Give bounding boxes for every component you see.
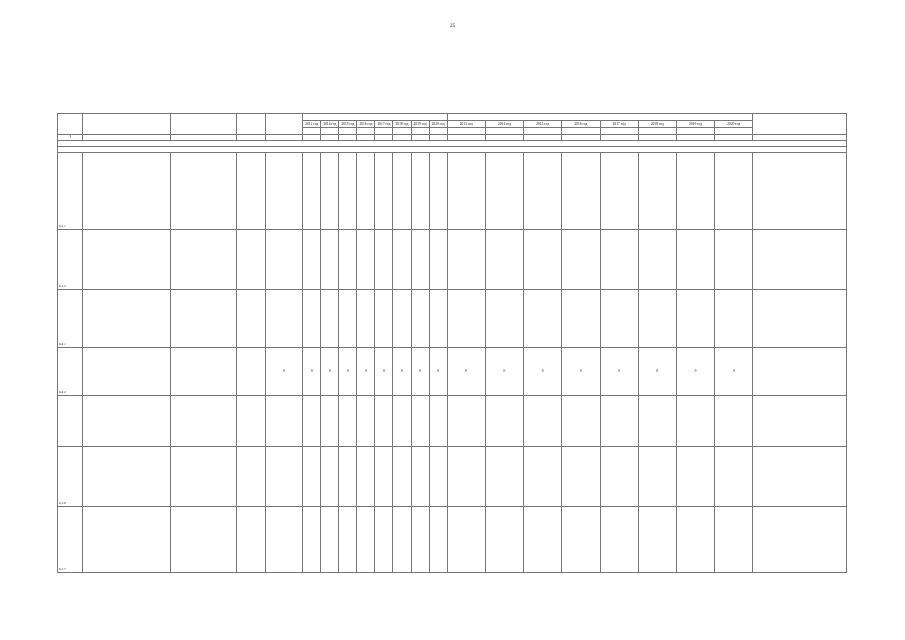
finance-cell [524, 290, 562, 348]
finance-cell [715, 507, 753, 573]
target-indicators-cell [753, 290, 847, 348]
volume-year-header: 2020 год [429, 121, 447, 128]
volume-cell [375, 290, 393, 348]
volume-year-header: 2014 год [321, 121, 339, 128]
volume-cell [357, 507, 375, 573]
volume-cell [357, 447, 375, 507]
finance-sub-header [524, 128, 562, 135]
finance-year-header: 2020 год [715, 121, 753, 128]
row-index: 6.1.2 [59, 284, 66, 289]
volume-cell [375, 447, 393, 507]
volume-cell [303, 230, 321, 290]
finance-cell [676, 447, 714, 507]
table-row [58, 290, 847, 348]
volume-cell [339, 507, 357, 573]
finance-cell [447, 230, 485, 290]
finance-year-header: 2015 год [524, 121, 562, 128]
unit-cell [237, 230, 266, 290]
volume-cell: 0 [303, 348, 321, 396]
volume-sub-header [375, 128, 393, 135]
finance-cell [600, 447, 638, 507]
header-unit [237, 114, 266, 135]
volume-cell [429, 447, 447, 507]
finance-sub-header [676, 128, 714, 135]
volume-cell [411, 507, 429, 573]
volume-cell [303, 290, 321, 348]
finance-cell [447, 396, 485, 447]
finance-cell [524, 396, 562, 447]
finance-cell [676, 396, 714, 447]
target-indicators-cell [753, 396, 847, 447]
volume-cell [375, 507, 393, 573]
volume-cell [411, 290, 429, 348]
base-value-cell [266, 396, 303, 447]
finance-cell [447, 447, 485, 507]
volume-cell: 0 [411, 348, 429, 396]
volume-year-header: 2018 год [393, 121, 411, 128]
finance-cell [447, 290, 485, 348]
finance-cell: 0 [562, 348, 600, 396]
table-row [58, 507, 847, 573]
service-name [170, 348, 237, 396]
finance-cell: 0 [600, 348, 638, 396]
finance-sub-header [485, 128, 523, 135]
row-index: 6.1.6 [59, 501, 66, 506]
item-name [83, 230, 170, 290]
row-number-cell [58, 230, 83, 290]
finance-cell [638, 396, 676, 447]
row-index: 6.2.2 [59, 390, 66, 395]
finance-cell [715, 447, 753, 507]
volume-cell: 0 [393, 348, 411, 396]
finance-cell [638, 507, 676, 573]
volume-cell [321, 153, 339, 230]
service-name [170, 290, 237, 348]
item-name [83, 447, 170, 507]
row-number-cell [58, 447, 83, 507]
unit-cell [237, 153, 266, 230]
finance-cell: 0 [676, 348, 714, 396]
finance-cell: 0 [524, 348, 562, 396]
finance-year-header: 2017 год [600, 121, 638, 128]
finance-cell [715, 153, 753, 230]
service-name [170, 396, 237, 447]
volume-cell [357, 396, 375, 447]
volume-cell [357, 153, 375, 230]
volume-cell [339, 153, 357, 230]
finance-cell: 0 [638, 348, 676, 396]
row-number-cell [58, 396, 83, 447]
target-indicators-cell [753, 507, 847, 573]
volume-cell [321, 396, 339, 447]
volume-cell [429, 153, 447, 230]
target-indicators-cell [753, 230, 847, 290]
volume-cell [339, 396, 357, 447]
unit-cell [237, 290, 266, 348]
item-name [83, 290, 170, 348]
finance-cell [676, 290, 714, 348]
volume-cell [429, 290, 447, 348]
row-number-cell [58, 153, 83, 230]
finance-sub-header [715, 128, 753, 135]
volume-cell [411, 396, 429, 447]
finance-cell [562, 290, 600, 348]
volume-cell [321, 230, 339, 290]
volume-cell [393, 230, 411, 290]
finance-cell [600, 153, 638, 230]
volume-cell [393, 447, 411, 507]
volume-cell [375, 153, 393, 230]
finance-cell [715, 230, 753, 290]
finance-cell [676, 507, 714, 573]
finance-cell [485, 230, 523, 290]
item-name [83, 507, 170, 573]
header-volume-group [303, 114, 447, 121]
column-index-cell: 1 [58, 135, 83, 141]
row-index: 6.1.7 [59, 567, 66, 572]
service-name [170, 447, 237, 507]
table-row [58, 230, 847, 290]
finance-sub-header [638, 128, 676, 135]
header-finance-group [447, 114, 753, 121]
volume-year-header: 2012 год [303, 121, 321, 128]
finance-sub-header [600, 128, 638, 135]
target-indicators-cell [753, 447, 847, 507]
unit-cell [237, 447, 266, 507]
service-name [170, 507, 237, 573]
table-header [58, 114, 847, 135]
target-indicators-cell [753, 153, 847, 230]
volume-cell: 0 [357, 348, 375, 396]
volume-cell [339, 290, 357, 348]
finance-year-header: 2014 год [485, 121, 523, 128]
finance-cell [562, 153, 600, 230]
volume-cell [429, 396, 447, 447]
finance-cell: 0 [447, 348, 485, 396]
header-name [83, 114, 170, 135]
volume-cell [303, 447, 321, 507]
finance-cell [600, 230, 638, 290]
finance-cell [485, 396, 523, 447]
volume-cell [393, 396, 411, 447]
volume-sub-header [411, 128, 429, 135]
base-value-cell [266, 153, 303, 230]
volume-sub-header [357, 128, 375, 135]
finance-cell [600, 396, 638, 447]
volume-cell [303, 396, 321, 447]
item-name [83, 396, 170, 447]
volume-cell [429, 507, 447, 573]
finance-year-header: 2013 год [447, 121, 485, 128]
finance-sub-header [562, 128, 600, 135]
volume-cell [411, 447, 429, 507]
unit-cell [237, 396, 266, 447]
finance-cell [447, 507, 485, 573]
finance-cell [524, 507, 562, 573]
volume-year-header: 2016 год [357, 121, 375, 128]
volume-cell [411, 153, 429, 230]
volume-sub-header [393, 128, 411, 135]
volume-sub-header [339, 128, 357, 135]
volume-cell [375, 230, 393, 290]
base-value-cell: 0 [266, 348, 303, 396]
services-table [57, 113, 847, 573]
finance-cell [485, 447, 523, 507]
item-name [83, 348, 170, 396]
base-value-cell [266, 290, 303, 348]
volume-cell [357, 230, 375, 290]
volume-year-header: 2015 год [339, 121, 357, 128]
finance-cell [600, 290, 638, 348]
volume-cell [303, 507, 321, 573]
base-value-cell [266, 507, 303, 573]
finance-cell: 0 [485, 348, 523, 396]
volume-cell [339, 230, 357, 290]
header-num [58, 114, 83, 135]
finance-cell [524, 447, 562, 507]
finance-cell [485, 507, 523, 573]
volume-year-header: 2019 год [411, 121, 429, 128]
finance-cell [638, 447, 676, 507]
unit-cell [237, 348, 266, 396]
base-value-cell [266, 230, 303, 290]
volume-cell [429, 230, 447, 290]
row-number-cell [58, 507, 83, 573]
item-name [83, 153, 170, 230]
finance-cell [676, 230, 714, 290]
finance-cell [600, 507, 638, 573]
finance-cell [562, 396, 600, 447]
table-body [58, 135, 847, 573]
volume-cell [411, 230, 429, 290]
finance-cell [524, 230, 562, 290]
volume-cell: 0 [339, 348, 357, 396]
volume-cell [303, 153, 321, 230]
finance-cell: 0 [715, 348, 753, 396]
volume-cell: 0 [375, 348, 393, 396]
finance-sub-header [447, 128, 485, 135]
finance-year-header: 2016 год [562, 121, 600, 128]
header-base [266, 114, 303, 135]
finance-cell [485, 153, 523, 230]
finance-cell [715, 396, 753, 447]
finance-year-header: 2019 год [676, 121, 714, 128]
row-number-cell [58, 290, 83, 348]
service-name [170, 153, 237, 230]
service-name [170, 230, 237, 290]
row-index: 6.2.1 [59, 342, 66, 347]
volume-sub-header [303, 128, 321, 135]
finance-cell [562, 447, 600, 507]
finance-cell [638, 153, 676, 230]
volume-sub-header [321, 128, 339, 135]
header-service [170, 114, 237, 135]
volume-cell [393, 153, 411, 230]
volume-cell: 0 [429, 348, 447, 396]
finance-cell [562, 230, 600, 290]
row-number-cell [58, 348, 83, 396]
finance-cell [447, 153, 485, 230]
row-index: 6.1.1 [59, 224, 66, 229]
volume-cell [321, 290, 339, 348]
finance-cell [638, 230, 676, 290]
table-row [58, 447, 847, 507]
finance-year-header: 2018 год [638, 121, 676, 128]
volume-cell [375, 396, 393, 447]
finance-cell [676, 153, 714, 230]
table-row [58, 348, 847, 396]
finance-cell [524, 153, 562, 230]
volume-cell [393, 290, 411, 348]
volume-cell: 0 [321, 348, 339, 396]
base-value-cell [266, 447, 303, 507]
volume-cell [339, 447, 357, 507]
finance-cell [562, 507, 600, 573]
table-row [58, 153, 847, 230]
header-targets [753, 114, 847, 135]
volume-year-header: 2017 год [375, 121, 393, 128]
page-number: 25 [450, 24, 455, 29]
volume-cell [393, 507, 411, 573]
services-table-frame [57, 113, 847, 631]
table-row [58, 396, 847, 447]
volume-cell [321, 507, 339, 573]
unit-cell [237, 507, 266, 573]
target-indicators-cell [753, 348, 847, 396]
header-row-1 [58, 114, 847, 121]
finance-cell [485, 290, 523, 348]
volume-cell [321, 447, 339, 507]
finance-cell [715, 290, 753, 348]
volume-cell [357, 290, 375, 348]
volume-sub-header [429, 128, 447, 135]
finance-cell [638, 290, 676, 348]
